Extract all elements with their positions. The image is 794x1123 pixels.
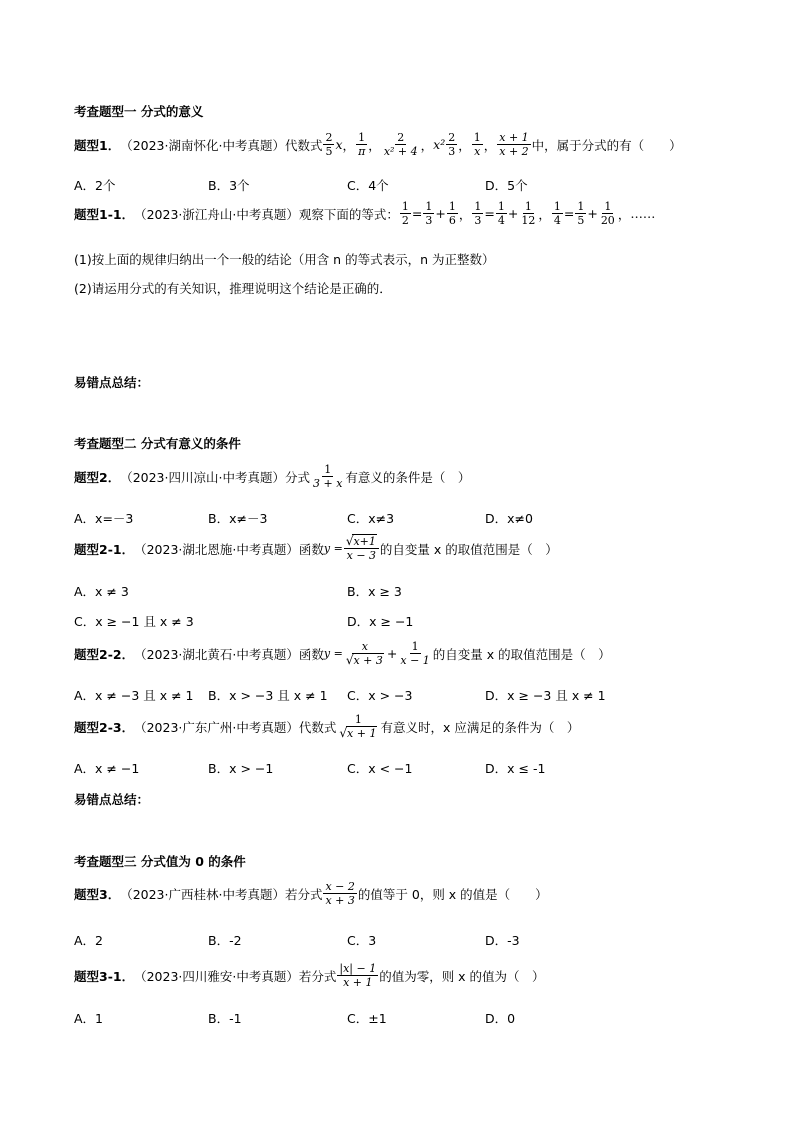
error-summary-2: 易错点总结：	[74, 792, 150, 807]
separator: ，	[368, 137, 381, 153]
option-b: B．x≠－3	[208, 511, 268, 526]
denominator	[337, 727, 379, 740]
denominator: 3	[474, 214, 482, 227]
question-text: 代数式	[284, 137, 323, 153]
numerator: 1	[411, 640, 419, 653]
denominator: x − 3	[346, 549, 377, 562]
numerator: 1	[497, 200, 505, 213]
question-text: 函数	[298, 646, 324, 662]
numerator: x − 2	[325, 880, 355, 893]
question-text: 观察下面的等式：	[298, 206, 399, 222]
option-a: A．1	[74, 1011, 104, 1026]
sub-question-2: (2)请运用分式的有关知识，推理说明这个结论是正确的．	[74, 281, 392, 296]
question-source: （2023·广东广州·中考真题）	[134, 719, 299, 735]
fraction	[337, 962, 378, 989]
question-text: 有意义的条件是（ ）	[345, 469, 471, 485]
question-source: （2023·四川雅安·中考真题）	[134, 968, 299, 984]
fraction	[323, 131, 334, 158]
fraction	[472, 131, 483, 158]
fraction	[344, 535, 379, 562]
option-a: A．x ≠ −1	[74, 761, 140, 776]
denominator: 3	[448, 145, 456, 158]
fraction	[323, 880, 356, 907]
question-label: 题型3-1．	[74, 968, 135, 984]
option-a: A．x=－3	[74, 511, 134, 526]
question-2-2	[74, 640, 611, 667]
question-label: 题型2．	[74, 469, 121, 485]
option-c: C．x > −3	[347, 688, 413, 703]
numerator: x	[361, 640, 368, 653]
fraction	[311, 463, 344, 490]
fraction	[356, 131, 367, 158]
radicand: x+1	[353, 535, 376, 548]
question-label: 题型3．	[74, 886, 121, 902]
fraction	[337, 713, 379, 740]
separator: ，	[483, 137, 497, 153]
fraction	[552, 200, 563, 227]
denominator: x	[474, 145, 481, 158]
question-label: 题型1．	[74, 137, 121, 153]
ellipsis: ……	[630, 206, 656, 221]
numerator: 1	[604, 200, 612, 213]
denominator: 20	[600, 214, 615, 227]
denominator: 3	[425, 214, 433, 227]
radicand: x + 1	[347, 727, 377, 740]
question-text: 的值为零，则 x 的值为（ ）	[379, 968, 545, 984]
section-title-1: 考查题型一 分式的意义	[74, 104, 204, 119]
question-1-1: 题型1-1． （2023·浙江舟山·中考真题） 观察下面的等式： $\frac{1}{2}$ = $\frac{1}{3}$ + $\frac{1}{6}$ ， $\frac{1}{3}$ = $\frac{1}{4}$ + $\frac{1}{12}$ ， $\frac{1}{4}$ = $\frac{1}{5}$ + $\frac{1}{20}$ ， ……	[74, 200, 656, 227]
fraction	[496, 200, 507, 227]
sqrt-icon: √	[345, 653, 354, 667]
option-a: A．2个	[74, 178, 116, 193]
sub-question-1: (1)按上面的规律归纳出一个一般的结论（用含 n 的等式表示，n 为正整数）	[74, 252, 495, 267]
question-text: 函数	[298, 541, 324, 557]
denominator: x + 2	[499, 145, 529, 158]
option-c: C．3	[347, 933, 377, 948]
denominator: 12	[521, 214, 536, 227]
error-summary-1: 易错点总结：	[74, 375, 150, 390]
denominator: x − 1	[400, 654, 430, 667]
denominator: x + 1	[343, 976, 373, 989]
section-title-3: 考查题型三 分式值为 0 的条件	[74, 854, 246, 869]
option-b: B．x > −1	[208, 761, 274, 776]
fraction	[382, 131, 420, 158]
denominator: 6	[448, 214, 456, 227]
question-3-1	[74, 962, 545, 989]
denominator	[344, 654, 386, 667]
question-source: （2023·浙江舟山·中考真题）	[134, 206, 299, 222]
question-source: （2023·湖北恩施·中考真题）	[134, 541, 299, 557]
numerator: 1	[448, 200, 456, 213]
option-b: B．x ≥ 3	[347, 584, 402, 599]
question-text: 的值等于 0，则 x 的值是（ ）	[357, 886, 548, 902]
fraction	[472, 200, 483, 227]
option-a: A．x ≠ 3	[74, 584, 129, 599]
denominator: 5	[577, 214, 585, 227]
fraction	[575, 200, 586, 227]
option-d: D．-3	[485, 933, 520, 948]
numerator: |x| − 1	[339, 962, 377, 975]
option-c: C．x ≥ −1 且 x ≠ 3	[74, 614, 194, 629]
sqrt-icon: √	[339, 726, 348, 740]
question-text: 的自变量 x 的取值范围是（ ）	[432, 646, 611, 662]
question-label: 题型2-3．	[74, 719, 135, 735]
question-text: 若分式	[298, 968, 337, 984]
operator: +	[386, 646, 398, 661]
option-d: D．x≠0	[485, 511, 533, 526]
numerator: x + 1	[499, 131, 529, 144]
section-title-2: 考查题型二 分式有意义的条件	[74, 436, 241, 451]
numerator: 1	[524, 200, 532, 213]
question-text: 若分式	[284, 886, 323, 902]
option-d: D．x ≥ −1	[347, 614, 414, 629]
fraction	[423, 200, 434, 227]
denominator: x² + 4	[383, 145, 418, 158]
fraction	[398, 640, 431, 667]
numerator: 2	[448, 131, 456, 144]
question-source: （2023·湖南怀化·中考真题）	[120, 137, 285, 153]
option-b: B．-2	[208, 933, 242, 948]
function-symbol: y =	[323, 647, 343, 660]
option-d: D．x ≤ -1	[485, 761, 546, 776]
question-text: 分式	[284, 469, 310, 485]
fraction	[497, 131, 530, 158]
question-text: 中，属于分式的有（ ）	[531, 137, 682, 153]
question-text: 代数式	[298, 719, 337, 735]
numerator: 1	[358, 131, 366, 144]
question-source: （2023·湖北黄石·中考真题）	[134, 646, 299, 662]
denominator: 4	[497, 214, 505, 227]
denominator: 3 + x	[312, 477, 343, 490]
fraction	[519, 200, 537, 227]
denominator: π	[358, 145, 366, 158]
option-c: C．x≠3	[347, 511, 395, 526]
denominator: x + 3	[325, 894, 355, 907]
option-c: C．x < −1	[347, 761, 413, 776]
question-text: 有意义时，x 应满足的条件为（ ）	[380, 719, 580, 735]
radicand: x + 3	[353, 654, 383, 667]
option-d: D．x ≥ −3 且 x ≠ 1	[485, 688, 606, 703]
question-1	[74, 131, 682, 158]
option-c: C．4个	[347, 178, 389, 193]
fraction	[446, 131, 457, 158]
option-b: B．3个	[208, 178, 250, 193]
fraction	[400, 200, 411, 227]
fraction	[344, 640, 386, 667]
numerator: 1	[324, 463, 332, 476]
option-b: B．x > −3 且 x ≠ 1	[208, 688, 328, 703]
numerator: 1	[354, 713, 362, 726]
numerator: 2	[325, 131, 333, 144]
question-label: 题型2-1．	[74, 541, 135, 557]
question-2-3	[74, 713, 579, 740]
fraction	[599, 200, 617, 227]
question-2-1	[74, 535, 558, 562]
variable: x²	[433, 137, 446, 152]
numerator	[344, 535, 379, 549]
question-label: 题型1-1．	[74, 206, 135, 222]
separator: ，	[420, 137, 434, 153]
numerator: 1	[473, 131, 481, 144]
denominator: 2	[401, 214, 409, 227]
question-text: 的自变量 x 的取值范围是（ ）	[379, 541, 558, 557]
denominator: 4	[553, 214, 561, 227]
sqrt-icon: √	[345, 534, 354, 548]
question-label: 题型2-2．	[74, 646, 135, 662]
option-a: A．2	[74, 933, 104, 948]
option-d: D．0	[485, 1011, 516, 1026]
question-2	[74, 463, 470, 490]
numerator: 1	[474, 200, 482, 213]
fraction	[447, 200, 458, 227]
option-c: C．±1	[347, 1011, 387, 1026]
function-symbol: y =	[323, 542, 343, 555]
numerator: 1	[401, 200, 409, 213]
separator: ，	[458, 137, 471, 153]
option-d: D．5个	[485, 178, 528, 193]
question-3	[74, 880, 548, 907]
numerator: 1	[425, 200, 433, 213]
numerator: 1	[577, 200, 585, 213]
option-a: A．x ≠ −3 且 x ≠ 1	[74, 688, 194, 703]
question-source: （2023·广西桂林·中考真题）	[120, 886, 285, 902]
separator: ，	[342, 137, 356, 153]
variable: x	[335, 137, 343, 152]
option-b: B．-1	[208, 1011, 242, 1026]
denominator: 5	[325, 145, 333, 158]
numerator: 2	[397, 131, 405, 144]
numerator: 1	[553, 200, 561, 213]
question-source: （2023·四川凉山·中考真题）	[120, 469, 285, 485]
